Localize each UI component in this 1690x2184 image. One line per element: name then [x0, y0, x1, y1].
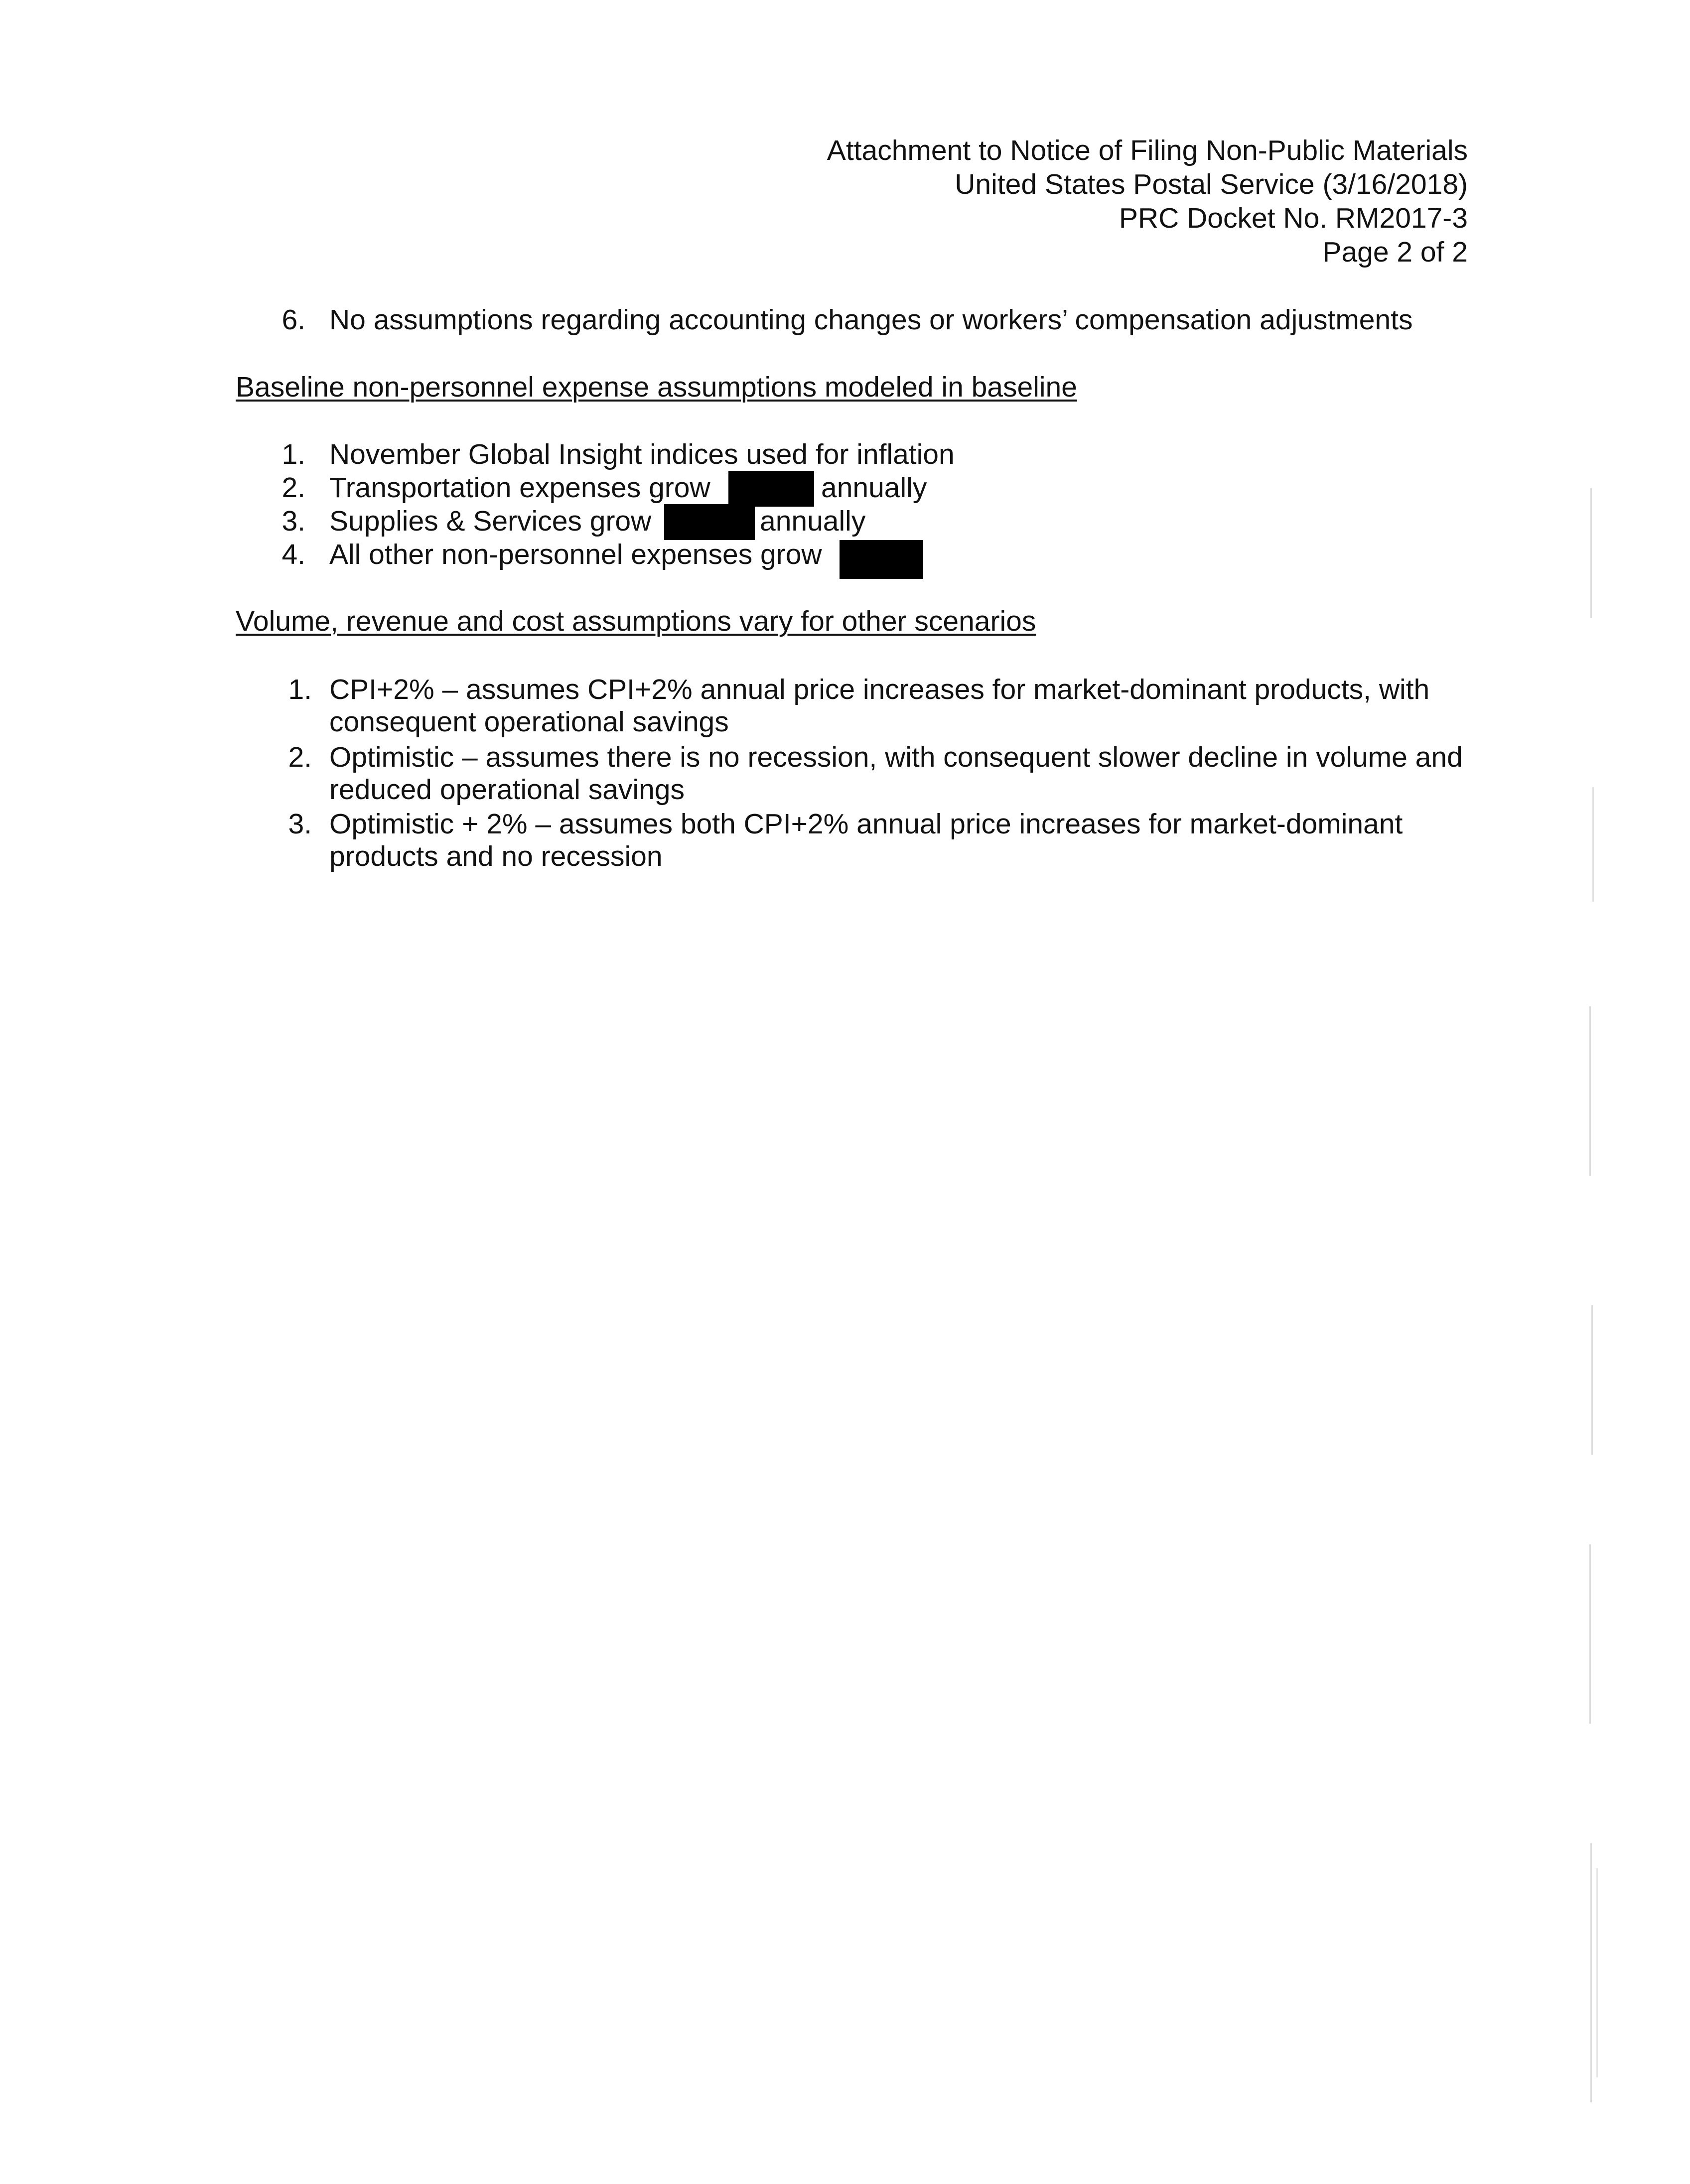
scan-artifact — [1590, 488, 1592, 618]
list-item-text-before: Transportation expenses grow — [329, 472, 710, 504]
scan-artifact — [1589, 1544, 1591, 1724]
list-item-text: Optimistic + 2% – assumes both CPI+2% annual price increases for market-dominant products and no recession — [329, 808, 1403, 872]
list-item-text: Optimistic – assumes there is no recession, with consequent slower decline in volume and reduced operational savings — [329, 741, 1463, 806]
scan-artifact — [1592, 787, 1594, 902]
page-header — [827, 134, 1468, 269]
redaction-box — [840, 540, 923, 579]
list-item-number: 2. — [288, 741, 312, 773]
scan-artifact — [1591, 1305, 1593, 1455]
list-item-number: 1. — [288, 674, 312, 705]
list-item — [0, 472, 1690, 505]
list-item-text: CPI+2% – assumes CPI+2% annual price increases for market-dominant products, with consequent operational savings — [329, 674, 1430, 738]
header-line-docket: PRC Docket No. RM2017-3 — [1119, 202, 1468, 234]
list-item-text-before: Supplies & Services grow — [329, 505, 652, 537]
redaction-box — [664, 504, 755, 540]
list-item-number: 3. — [282, 505, 305, 537]
scan-artifact — [1589, 1006, 1591, 1176]
list-item-text: No assumptions regarding accounting changes or workers’ compensation adjustments — [329, 304, 1413, 336]
list-item — [0, 505, 1690, 538]
list-item-number: 1. — [282, 438, 305, 470]
list-item — [0, 438, 1690, 471]
header-line-page: Page 2 of 2 — [1322, 236, 1468, 268]
section-heading-baseline-non-personnel: Baseline non-personnel expense assumptions modeled in baseline — [236, 371, 1077, 403]
list-item-text-after: annually — [821, 472, 927, 504]
scan-artifact — [1596, 1868, 1598, 2077]
list-item-number: 3. — [288, 808, 312, 840]
list-item-text: November Global Insight indices used for inflation — [329, 438, 955, 470]
list-item-text-after: annually — [760, 505, 866, 537]
redaction-box — [728, 471, 814, 507]
section-heading-scenarios: Volume, revenue and cost assumptions vary for other scenarios — [236, 605, 1036, 637]
header-line-attachment: Attachment to Notice of Filing Non-Public Materials — [827, 135, 1468, 166]
list-item-number: 4. — [282, 539, 305, 570]
list-item-number: 6. — [282, 304, 305, 336]
list-item — [0, 304, 1690, 339]
list-item-number: 2. — [282, 472, 305, 504]
header-line-usps: United States Postal Service (3/16/2018) — [955, 168, 1468, 200]
scan-artifact — [1590, 1843, 1592, 2102]
list-item-text-before: All other non-personnel expenses grow — [329, 539, 822, 570]
